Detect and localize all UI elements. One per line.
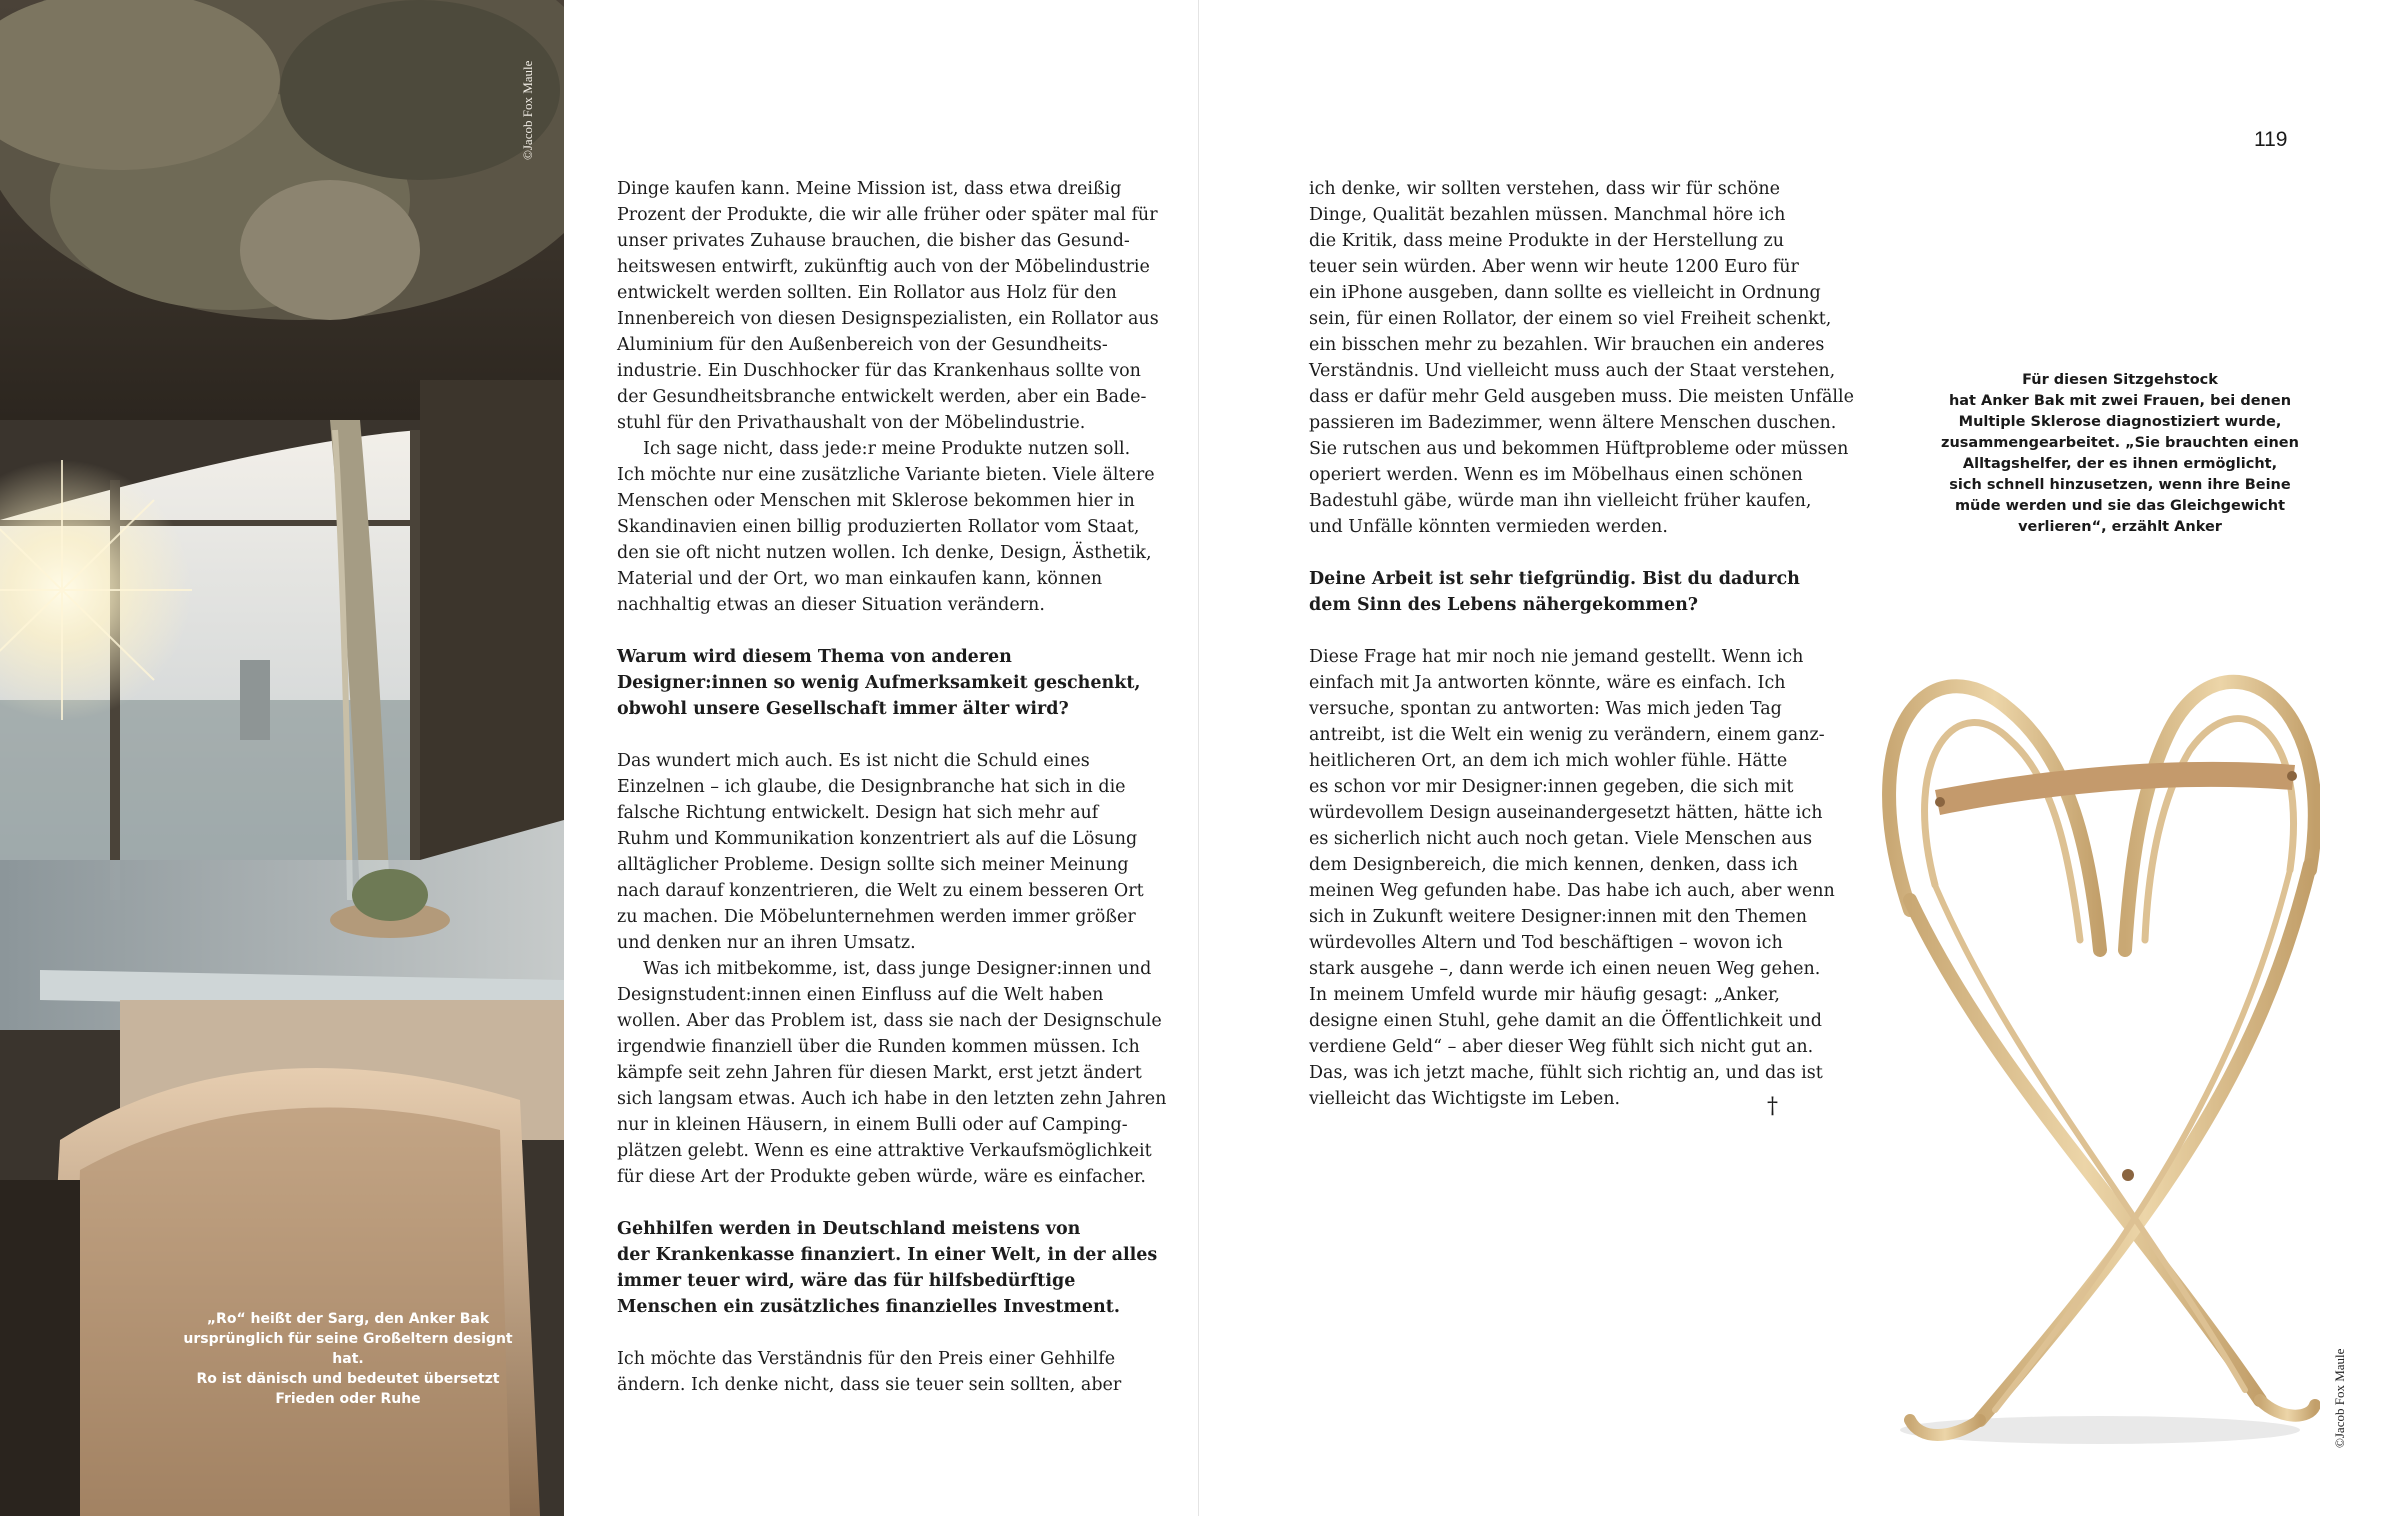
text-line: einfach mit Ja antworten könnte, wäre es einfach. Ich (1309, 673, 1786, 693)
text-line: irgendwie finanziell über die Runden kommen müssen. Ich (617, 1037, 1140, 1057)
text-line: passieren im Badezimmer, wenn ältere Menschen duschen. (1309, 413, 1837, 433)
text-line: dass er dafür mehr Geld ausgeben muss. Die meisten Unfälle (1309, 387, 1854, 407)
text-line: nachhaltig etwas an dieser Situation verändern. (617, 595, 1045, 615)
text-line: für diese Art der Produkte geben würde, wäre es einfacher. (617, 1167, 1146, 1187)
text-line: Ich sage nicht, dass jede:r meine Produkte nutzen soll. (643, 439, 1131, 459)
text-line: würdevollem Design auseinandergesetzt hätten, hätte ich (1309, 803, 1823, 823)
text-line: Ich möchte nur eine zusätzliche Variante bieten. Viele ältere (617, 465, 1155, 485)
text-line: Diese Frage hat mir noch nie jemand gestellt. Wenn ich (1309, 647, 1804, 667)
question-line: obwohl unsere Gesellschaft immer älter wird? (617, 699, 1069, 719)
text-line: nur in kleinen Häusern, in einem Bulli oder auf Camping- (617, 1115, 1128, 1135)
text-line: Material und der Ort, wo man einkaufen kann, können (617, 569, 1103, 589)
photo-caption-right (1910, 370, 2330, 538)
paragraph (617, 748, 1144, 956)
caption-line: Für diesen Sitzgehstock (2022, 372, 2218, 388)
text-line: Einzelnen – ich glaube, die Designbranche hat sich in die (617, 777, 1126, 797)
interview-question-3 (1309, 566, 1800, 618)
walking-stool-illustration (1840, 650, 2320, 1470)
text-line: den sie oft nicht nutzen wollen. Ich denke, Design, Ästhetik, (617, 543, 1152, 563)
text-line: versuche, spontan zu antworten: Was mich jeden Tag (1309, 699, 1782, 719)
interior-photo-illustration (0, 0, 564, 1516)
text-line: stark ausgehe –, dann werde ich einen neuen Weg gehen. (1309, 959, 1821, 979)
text-column-1 (617, 176, 1167, 1398)
text-line: ein iPhone ausgeben, dann sollte es vielleicht in Ordnung (1309, 283, 1821, 303)
text-line: Das, was ich jetzt mache, fühlt sich richtig an, und das ist (1309, 1063, 1823, 1083)
paragraph (1309, 644, 1835, 1119)
question-line: Warum wird diesem Thema von anderen (617, 647, 1012, 667)
photo-credit-left-text: ©Jacob Fox Maule (520, 60, 535, 160)
text-line: unser privates Zuhause brauchen, die bisher das Gesund- (617, 231, 1130, 251)
text-line: meinen Weg gefunden habe. Das habe ich auch, aber wenn (1309, 881, 1835, 901)
text-line: Skandinavien einen billig produzierten Rollator vom Staat, (617, 517, 1140, 537)
text-line: ich denke, wir sollten verstehen, dass wir für schöne (1309, 179, 1780, 199)
text-line: würdevolles Altern und Tod beschäftigen – wovon ich (1309, 933, 1783, 953)
text-line: Verständnis. Und vielleicht muss auch der Staat verstehen, (1309, 361, 1836, 381)
text-line: operiert werden. Wenn es im Möbelhaus einen schönen (1309, 465, 1803, 485)
paragraph (1309, 176, 1854, 540)
text-line: vielleicht das Wichtigste im Leben. (1309, 1089, 1621, 1109)
paragraph (617, 462, 1155, 618)
text-line: die Kritik, dass meine Produkte in der Herstellung zu (1309, 231, 1784, 251)
text-line: Badestuhl gäbe, würde man ihn vielleicht früher kaufen, (1309, 491, 1812, 511)
text-line: Ich möchte das Verständnis für den Preis einer Gehhilfe (617, 1349, 1116, 1369)
question-line: Menschen ein zusätzliches finanzielles Investment. (617, 1297, 1120, 1317)
text-line: nach darauf konzentrieren, die Welt zu einem besseren Ort (617, 881, 1144, 901)
text-line: sich in Zukunft weitere Designer:innen mit den Themen (1309, 907, 1807, 927)
text-line: kämpfe seit zehn Jahren für diesen Markt, erst jetzt ändert (617, 1063, 1142, 1083)
page-number: 119 (2254, 128, 2288, 151)
paragraph (617, 1346, 1122, 1398)
text-line: stuhl für den Privathaushalt von der Möbelindustrie. (617, 413, 1086, 433)
photo-credit-right (2330, 1310, 2352, 1450)
text-line: wollen. Aber das Problem ist, dass sie nach der Designschule (617, 1011, 1162, 1031)
caption-line: Multiple Sklerose diagnostiziert wurde, (1958, 414, 2282, 430)
text-line: zu machen. Die Möbelunternehmen werden immer größer (617, 907, 1136, 927)
paragraph (617, 436, 1131, 462)
text-line: Designstudent:innen einen Einfluss auf die Welt haben (617, 985, 1104, 1005)
text-line: In meinem Umfeld wurde mir häufig gesagt: „Anker, (1309, 985, 1780, 1005)
question-line: immer teuer wird, wäre das für hilfsbedürftige (617, 1271, 1076, 1291)
interview-question-2 (617, 1216, 1158, 1320)
caption-line: hat Anker Bak mit zwei Frauen, bei denen (1948, 393, 2292, 409)
text-line: ändern. Ich denke nicht, dass sie teuer sein sollten, aber (617, 1375, 1122, 1395)
paragraph (617, 956, 1152, 982)
text-line: Das wundert mich auch. Es ist nicht die Schuld eines (617, 751, 1090, 771)
caption-line: Ro ist dänisch und bedeutet übersetzt (196, 1371, 500, 1387)
end-of-article-mark: † (1767, 1094, 1778, 1119)
caption-line: Frieden oder Ruhe (275, 1391, 421, 1407)
page-gutter (1198, 0, 1199, 1516)
interview-question-1 (617, 644, 1141, 722)
text-line: alltäglicher Probleme. Design sollte sich meiner Meinung (617, 855, 1129, 875)
left-photo (0, 0, 564, 1516)
text-line: Was ich mitbekomme, ist, dass junge Designer:innen und (643, 959, 1152, 979)
text-line: dem Designbereich, die mich kennen, denken, dass ich (1309, 855, 1799, 875)
paragraph (617, 982, 1167, 1190)
text-column-2 (1309, 176, 1854, 1119)
caption-line: Alltagshelfer, der es ihnen ermöglicht, (1962, 456, 2278, 472)
photo-credit-left (518, 30, 538, 170)
text-line: verdiene Geld“ – aber dieser Weg fühlt sich nicht gut an. (1309, 1037, 1814, 1057)
caption-line: sich schnell hinzusetzen, wenn ihre Beine (1949, 477, 2291, 493)
caption-line: zusammengearbeitet. „Sie brauchten einen (1941, 435, 2299, 451)
text-line: sein, für einen Rollator, der einem so viel Freiheit schenkt, (1309, 309, 1832, 329)
photo-caption-left (168, 1309, 528, 1409)
text-line: falsche Richtung entwickelt. Design hat sich mehr auf (617, 803, 1099, 823)
text-line: teuer sein würden. Aber wenn wir heute 1200 Euro für (1309, 257, 1799, 277)
text-line: Sie rutschen aus und bekommen Hüftprobleme oder müssen (1309, 439, 1849, 459)
question-line: dem Sinn des Lebens nähergekommen? (1309, 595, 1699, 615)
text-line: sich langsam etwas. Auch ich habe in den letzten zehn Jahren (617, 1089, 1167, 1109)
text-line: heitlicheren Ort, an dem ich mich wohler fühle. Hätte (1309, 751, 1788, 771)
text-line: es schon vor mir Designer:innen gegeben, die sich mit (1309, 777, 1794, 797)
paragraph (617, 176, 1159, 436)
text-line: der Gesundheitsbranche entwickelt werden, aber ein Bade- (617, 387, 1147, 407)
caption-line: verlieren“, erzählt Anker (2018, 519, 2222, 535)
text-line: heitswesen entwirft, zukünftig auch von der Möbelindustrie (617, 257, 1150, 277)
text-line: Ruhm und Kommunikation konzentriert als auf die Lösung (617, 829, 1138, 849)
question-line: Designer:innen so wenig Aufmerksamkeit geschenkt, (617, 673, 1141, 693)
text-line: designe einen Stuhl, gehe damit an die Öffentlichkeit und (1309, 1011, 1822, 1031)
text-line: Aluminium für den Außenbereich von der Gesundheits- (617, 335, 1108, 355)
text-line: Menschen oder Menschen mit Sklerose bekommen hier in (617, 491, 1135, 511)
caption-line: „Ro“ heißt der Sarg, den Anker Bak (206, 1311, 490, 1327)
question-line: der Krankenkasse finanziert. In einer Welt, in der alles (617, 1245, 1158, 1265)
text-line: Dinge kaufen kann. Meine Mission ist, dass etwa dreißig (617, 179, 1122, 199)
text-line: industrie. Ein Duschhocker für das Krankenhaus sollte von (617, 361, 1141, 381)
text-line: es sicherlich nicht auch noch getan. Viele Menschen aus (1309, 829, 1813, 849)
text-line: antreibt, ist die Welt ein wenig zu verändern, einem ganz- (1309, 725, 1825, 745)
text-line: ein bisschen mehr zu bezahlen. Wir brauchen ein anderes (1309, 335, 1825, 355)
text-line: Innenbereich von diesen Designspezialisten, ein Rollator aus (617, 309, 1159, 329)
text-line: plätzen gelebt. Wenn es eine attraktive Verkaufsmöglichkeit (617, 1141, 1152, 1161)
caption-line: ursprünglich für seine Großeltern designt hat. (183, 1331, 513, 1367)
text-line: und Unfälle könnten vermieden werden. (1309, 517, 1668, 537)
photo-credit-right-text: ©Jacob Fox Maule (2332, 1348, 2347, 1448)
text-line: entwickelt werden sollten. Ein Rollator aus Holz für den (617, 283, 1117, 303)
text-line: Prozent der Produkte, die wir alle früher oder später mal für (617, 205, 1158, 225)
question-line: Deine Arbeit ist sehr tiefgründig. Bist du dadurch (1309, 569, 1800, 589)
question-line: Gehhilfen werden in Deutschland meistens von (617, 1219, 1081, 1239)
text-line: und denken nur an ihren Umsatz. (617, 933, 916, 953)
caption-line: müde werden und sie das Gleichgewicht (1954, 498, 2286, 514)
text-line: Dinge, Qualität bezahlen müssen. Manchmal höre ich (1309, 205, 1786, 225)
